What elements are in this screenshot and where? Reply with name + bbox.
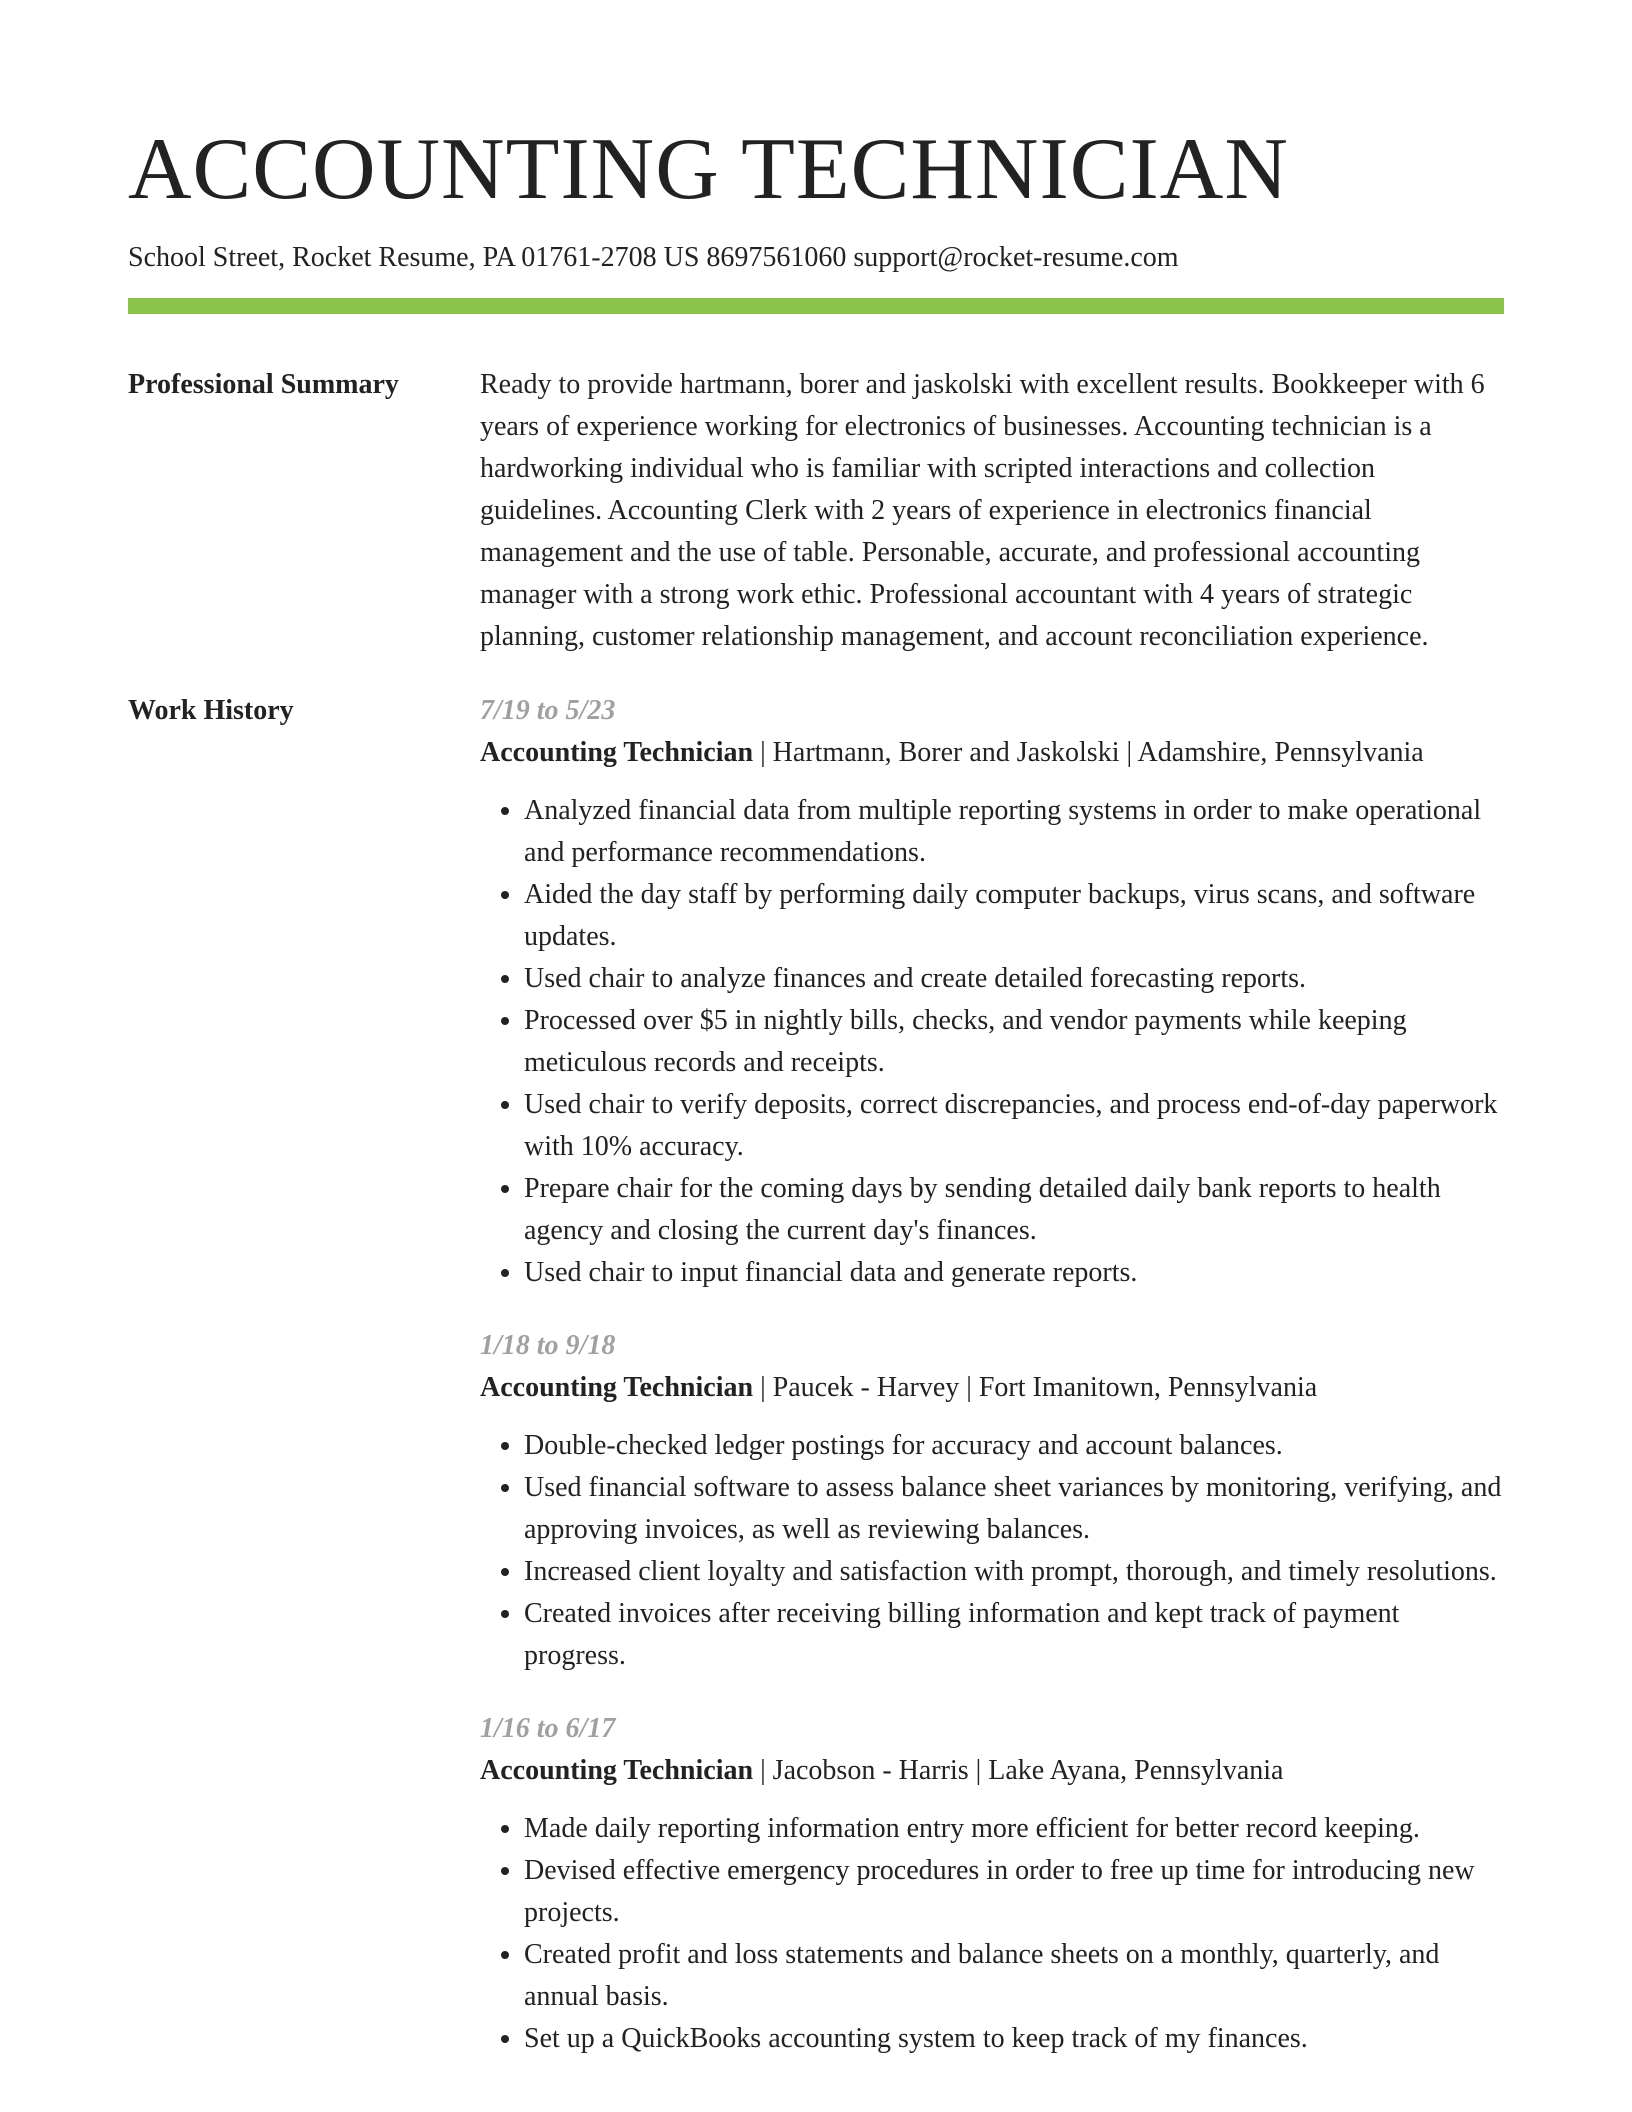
job-details: | Hartmann, Borer and Jaskolski | Adamshire, Pennsylvania: [753, 737, 1424, 768]
job-bullets: [480, 1808, 1504, 2060]
job-entry: [480, 690, 1504, 1294]
job-bullet: • Increased client loyalty and satisfaction with prompt, thorough, and timely resolutions.: [524, 1551, 1504, 1593]
job-bullet: • Made daily reporting information entry more efficient for better record keeping.: [524, 1808, 1504, 1850]
job-bullet: • Analyzed financial data from multiple reporting systems in order to make operational and performance recommendations.: [524, 790, 1504, 874]
work-history-list: [480, 690, 1504, 2060]
job-bullet: • Used chair to analyze finances and create detailed forecasting reports.: [524, 958, 1504, 1000]
job-title: Accounting Technician: [480, 1372, 754, 1403]
job-heading: [480, 1367, 1504, 1409]
job-bullet: • Prepare chair for the coming days by sending detailed daily bank reports to health agency and closing the current day's finances.: [524, 1168, 1504, 1252]
professional-summary-section: [128, 364, 1504, 658]
header-divider: [128, 298, 1504, 314]
job-dates: 7/19 to 5/23: [480, 695, 616, 726]
job-bullet: • Aided the day staff by performing daily computer backups, virus scans, and software updates.: [524, 874, 1504, 958]
job-details: | Jacobson - Harris | Lake Ayana, Pennsylvania: [753, 1755, 1284, 1786]
section-title-summary: Professional Summary: [128, 369, 399, 400]
job-bullets: [480, 1425, 1504, 1677]
job-bullet: • Used chair to input financial data and generate reports.: [524, 1252, 1504, 1294]
job-bullet: • Used chair to verify deposits, correct discrepancies, and process end-of-day paperwork with 10% accuracy.: [524, 1084, 1504, 1168]
job-bullet: • Devised effective emergency procedures in order to free up time for introducing new projects.: [524, 1850, 1504, 1934]
job-bullet: • Created profit and loss statements and balance sheets on a monthly, quarterly, and annual basis.: [524, 1934, 1504, 2018]
work-history-section: [128, 690, 1504, 2060]
job-bullet: • Set up a QuickBooks accounting system to keep track of my finances.: [524, 2018, 1504, 2060]
job-bullet: • Used financial software to assess balance sheet variances by monitoring, verifying, and approving invoices, as well as reviewing balances.: [524, 1467, 1504, 1551]
job-heading: [480, 732, 1504, 774]
job-bullets: [480, 790, 1504, 1294]
job-details: | Paucek - Harvey | Fort Imanitown, Pennsylvania: [753, 1372, 1318, 1403]
job-dates: 1/16 to 6/17: [480, 1713, 616, 1744]
job-title: Accounting Technician: [480, 1755, 754, 1786]
job-title: Accounting Technician: [480, 737, 754, 768]
job-bullet: • Processed over $5 in nightly bills, checks, and vendor payments while keeping meticulous records and receipts.: [524, 1000, 1504, 1084]
job-bullet: • Double-checked ledger postings for accuracy and account balances.: [524, 1425, 1504, 1467]
job-entry: [480, 1708, 1504, 2060]
job-entry: [480, 1325, 1504, 1677]
job-dates: 1/18 to 9/18: [480, 1330, 616, 1361]
resume-page: [128, 0, 1504, 2060]
job-bullet: • Created invoices after receiving billing information and kept track of payment progress.: [524, 1593, 1504, 1677]
summary-text: Ready to provide hartmann, borer and jaskolski with excellent results. Bookkeeper with 6 years of experience working for electronics of businesses. Accounting technician is a hardworking individual who is familiar with scripted interactions and collection guidelines. Accounting Clerk with 2 years of experience in electronics financial management and the use of table. Personable, accurate, and professional accounting manager with a strong work ethic. Professional accountant with 4 years of strategic planning, customer relationship management, and account reconciliation experience.: [480, 369, 1485, 652]
job-heading: [480, 1750, 1504, 1792]
section-title-work-history: Work History: [128, 695, 294, 726]
resume-name: ACCOUNTING TECHNICIAN: [128, 121, 1289, 218]
contact-line: School Street, Rocket Resume, PA 01761-2708 US 8697561060 support@rocket-resume.com: [128, 242, 1179, 273]
